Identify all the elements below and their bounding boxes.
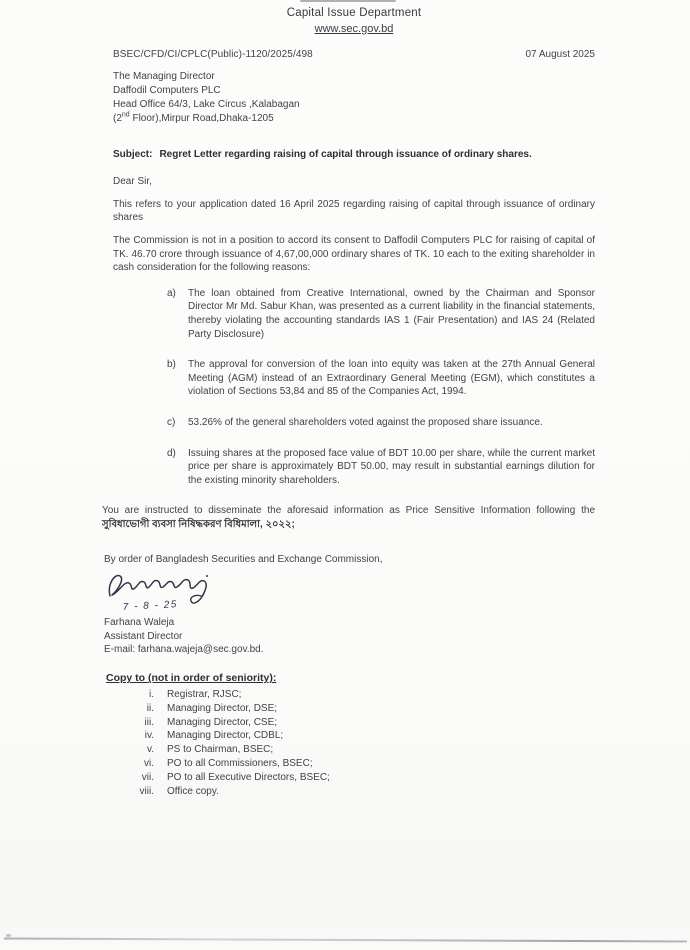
reference-number: BSEC/CFD/CI/CPLC(Public)-1120/2025/498 xyxy=(113,49,313,61)
signature-block xyxy=(103,570,595,616)
letter-date: 07 August 2025 xyxy=(525,49,595,61)
copy-to-item xyxy=(113,716,595,730)
copy-text: PO to all Commissioners, BSEC; xyxy=(167,757,313,769)
recipient-company: Daffodil Computers PLC xyxy=(113,84,221,96)
copy-to-item xyxy=(113,743,595,757)
paragraph-application-reference: This refers to your application dated 16 April 2025 regarding raising of capital through issuance of ordinary shares xyxy=(113,198,595,224)
copy-to-item xyxy=(113,771,595,785)
reason-marker: c) xyxy=(167,416,176,428)
reason-text: The approval for conversion of the loan into equity was taken at the 27th Annual General Meeting (AGM) instead of an Extraordinary General Meeting (EGM), which constitutes a violation of Sections 53,84 and 85 of the Companies Act, 1994. xyxy=(188,359,595,398)
handwritten-date: 7 - 8 - 25 xyxy=(122,599,179,614)
reason-text: The loan obtained from Creative International, owned by the Chairman and Sponsor Director Mr Md. Sabur Khan, was presented as a current liability in the financial statements, thereby violating the accounting standards IAS 1 (Fair Presentation) and IAS 24 (Related Party Disclosure) xyxy=(188,287,595,340)
reason-marker: a) xyxy=(167,287,176,299)
reason-item-a xyxy=(113,287,595,341)
copy-to-item xyxy=(113,757,595,771)
reason-text: 53.26% of the general shareholders voted against the proposed share issuance. xyxy=(188,416,543,428)
closing-line: By order of Bangladesh Securities and Exchange Commission, xyxy=(104,553,383,565)
copy-text: Managing Director, CDBL; xyxy=(167,730,284,742)
address-floor-prefix: (2 xyxy=(113,113,122,125)
reasons-list xyxy=(113,287,595,488)
copy-to-heading: Copy to (not in order of seniority): xyxy=(106,672,277,685)
recipient-address-line2 xyxy=(113,112,595,126)
reason-item-b xyxy=(113,358,595,399)
copy-text: Office copy. xyxy=(167,785,219,797)
copy-numeral: i. xyxy=(149,688,154,700)
subject-label: Subject: xyxy=(113,148,153,160)
recipient-address-line1: Head Office 64/3, Lake Circus ,Kalabagan xyxy=(113,98,300,110)
copy-text: PS to Chairman, BSEC; xyxy=(167,744,274,756)
reason-marker: d) xyxy=(167,447,176,459)
subject-text: Regret Letter regarding raising of capital through issuance of ordinary shares. xyxy=(159,148,532,160)
signer-title: Assistant Director xyxy=(104,630,183,642)
paragraph-commission-decision: The Commission is not in a position to accord its consent to Daffodil Computers PLC for raising of capital of TK. 46.70 crore through issuance of 4,67,00,000 ordinary shares of TK. 10 each to the exiting shareholder in cash consideration for the following reasons: xyxy=(113,235,595,274)
subject-line xyxy=(113,148,595,162)
instruction-bengali-rules: সুবিধাভোগী ব্যবসা নিষিদ্ধকরণ বিধিমালা, ২০২২; xyxy=(102,518,295,530)
reference-row xyxy=(113,48,595,62)
copy-numeral: ii. xyxy=(146,702,154,714)
recipient-designation: The Managing Director xyxy=(113,70,215,82)
paragraph-psi-instruction xyxy=(102,504,595,531)
copy-to-item xyxy=(113,688,595,702)
department-title: Capital Issue Department xyxy=(286,7,422,19)
website-text: www.sec.gov.bd xyxy=(314,22,394,35)
signer-name: Farhana Waleja xyxy=(104,617,175,629)
instruction-english: You are instructed to disseminate the aforesaid information as Price Sensitive Information following the xyxy=(102,505,595,517)
reason-item-c xyxy=(113,416,595,430)
copy-numeral: vi. xyxy=(144,757,154,769)
copy-text: Managing Director, CSE; xyxy=(167,716,278,728)
copy-numeral: vii. xyxy=(141,771,154,783)
copy-to-item xyxy=(113,702,595,716)
letterhead xyxy=(113,0,595,36)
reason-text: Issuing shares at the proposed face value of BDT 10.00 per share, while the current market price per share is approximately BDT 50.00, may result in substantial earnings dilution for the existing minority shareholders. xyxy=(188,447,595,486)
copy-numeral: iii. xyxy=(144,716,154,728)
handwritten-signature-icon xyxy=(103,570,233,616)
copy-to-item xyxy=(113,785,595,799)
copy-to-item xyxy=(113,729,595,743)
reason-marker: b) xyxy=(167,359,176,371)
copy-numeral: iv. xyxy=(144,730,154,742)
address-floor-ordinal: nd xyxy=(121,111,130,119)
recipient-block xyxy=(113,70,595,126)
address-floor-suffix: Floor),Mirpur Road,Dhaka-1205 xyxy=(129,113,274,125)
scan-artifact-bottom-edge xyxy=(4,938,687,943)
copy-numeral: viii. xyxy=(139,785,154,797)
copy-numeral: v. xyxy=(146,744,154,756)
signer-email: E-mail: farhana.wajeja@sec.gov.bd. xyxy=(104,643,264,655)
copy-text: Managing Director, DSE; xyxy=(167,702,278,714)
salutation: Dear Sir, xyxy=(113,176,152,188)
letter-content xyxy=(102,0,595,798)
copy-to-list xyxy=(113,688,595,798)
copy-text: Registrar, RJSC; xyxy=(167,688,242,700)
copy-text: PO to all Executive Directors, BSEC; xyxy=(167,771,330,783)
reason-item-d xyxy=(113,447,595,488)
